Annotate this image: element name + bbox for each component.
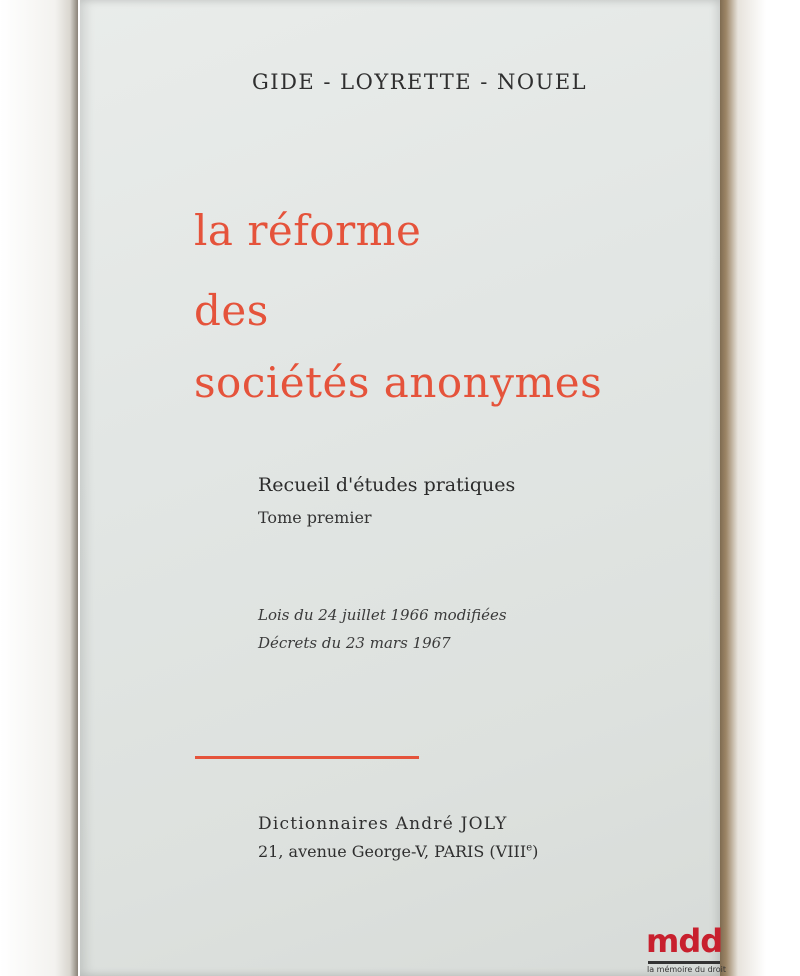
cover-volume: Tome premier — [258, 508, 372, 527]
mdd-logo-bar — [648, 961, 720, 964]
mdd-logo-mark: mdd — [646, 922, 723, 960]
cover-authors: GIDE - LOYRETTE - NOUEL — [252, 70, 588, 94]
background-right — [716, 0, 800, 976]
red-divider-rule — [195, 756, 419, 759]
mdd-logo-tagline: la mémoire du droit — [647, 965, 727, 974]
cover-publisher: Dictionnaires André JOLY — [258, 814, 508, 834]
mdd-logo — [644, 922, 727, 974]
cover-title-line-2: des — [194, 286, 269, 335]
background-left — [0, 0, 78, 976]
cover-address — [258, 842, 538, 861]
address-main: 21, avenue George-V, PARIS (VIII — [258, 842, 527, 861]
cover-law-line-1: Lois du 24 juillet 1966 modifiées — [258, 606, 507, 624]
cover-title-line-3: sociétés anonymes — [194, 358, 603, 407]
cover-subtitle: Recueil d'études pratiques — [258, 474, 516, 496]
address-superscript: e — [526, 842, 533, 854]
cover-title-line-1: la réforme — [194, 206, 422, 255]
address-close: ) — [532, 842, 539, 861]
cover-law-line-2: Décrets du 23 mars 1967 — [258, 634, 451, 652]
